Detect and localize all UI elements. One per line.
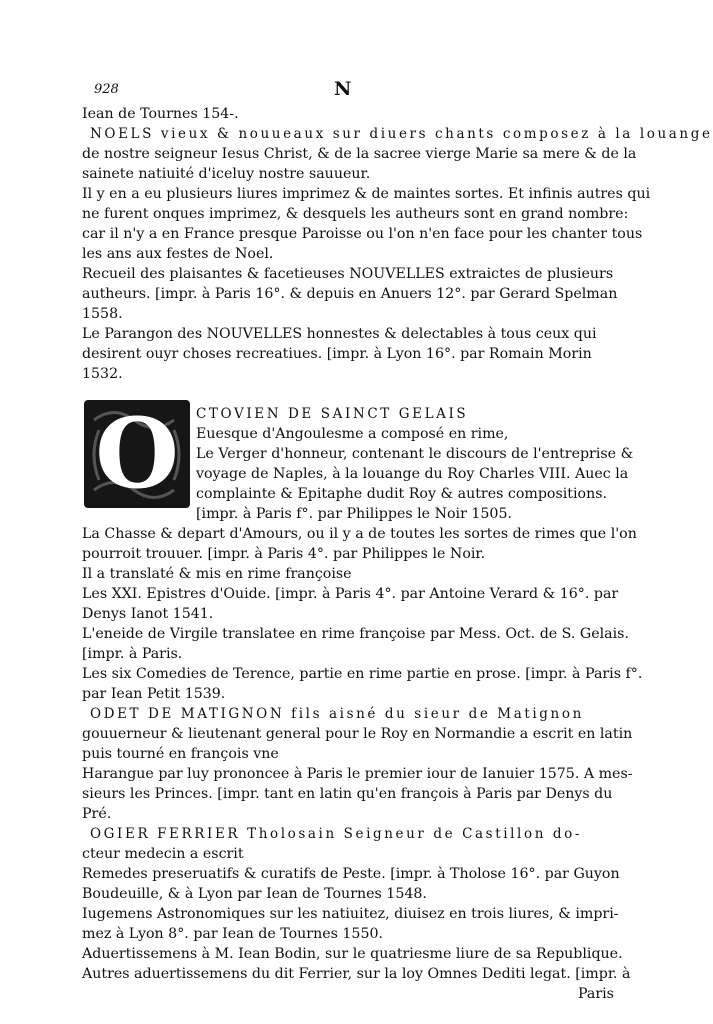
text-line: puis tourné en françois vne bbox=[82, 746, 279, 762]
text-line: 1558. bbox=[82, 306, 123, 322]
text-line: Denys Ianot 1541. bbox=[82, 606, 214, 622]
text-line: ne furent onques imprimez, & desquels les autheurs sont en grand nombre: bbox=[82, 206, 629, 222]
text-line: les ans aux festes de Noel. bbox=[82, 246, 274, 262]
text-line: cteur medecin a escrit bbox=[82, 846, 244, 862]
text-line: Le Verger d'honneur, contenant le discours de l'entreprise & bbox=[196, 446, 634, 462]
text-line: Les six Comedies de Terence, partie en rime partie en prose. [impr. à Paris f°. bbox=[82, 666, 643, 682]
page-header bbox=[86, 78, 626, 100]
text-line: complainte & Epitaphe dudit Roy & autres compositions. bbox=[196, 486, 607, 502]
text-line: 1532. bbox=[82, 366, 123, 382]
text-line: Iugemens Astronomiques sur les natiuitez, diuisez en trois liures, & impri- bbox=[82, 906, 619, 922]
author-heading: ODET DE MATIGNON fils aisné du sieur de Matignon bbox=[90, 706, 584, 722]
text-line: sieurs les Princes. [impr. tant en latin qu'en françois à Paris par Denys du bbox=[82, 786, 613, 802]
text-line: pourroit trouuer. [impr. à Paris 4°. par Philippes le Noir. bbox=[82, 546, 486, 562]
author-heading: OGIER FERRIER Tholosain Seigneur de Castillon do- bbox=[90, 826, 583, 842]
text-line: par Iean Petit 1539. bbox=[82, 686, 226, 702]
text-line: mez à Lyon 8°. par Iean de Tournes 1550. bbox=[82, 926, 384, 942]
text-line: autheurs. [impr. à Paris 16°. & depuis en Anuers 12°. par Gerard Spelman bbox=[82, 286, 618, 302]
text-line: [impr. à Paris. bbox=[82, 646, 183, 662]
text-line: [impr. à Paris f°. par Philippes le Noir 1505. bbox=[196, 506, 512, 522]
text-line: Recueil des plaisantes & facetieuses NOUVELLES extraictes de plusieurs bbox=[82, 266, 614, 282]
text-line: Boudeuille, & à Lyon par Iean de Tournes 1548. bbox=[82, 886, 427, 902]
text-line: Aduertissemens à M. Iean Bodin, sur le quatriesme liure de sa Republique. bbox=[82, 946, 623, 962]
text-line: L'eneide de Virgile translatee en rime françoise par Mess. Oct. de S. Gelais. bbox=[82, 626, 629, 642]
decorated-initial bbox=[84, 397, 190, 510]
text-line: Iean de Tournes 154-. bbox=[82, 106, 239, 122]
text-line: Il y en a eu plusieurs liures imprimez & de maintes sortes. Et infinis autres qui bbox=[82, 186, 651, 202]
text-line: Euesque d'Angoulesme a composé en rime, bbox=[196, 426, 509, 442]
entry-heading-line: NOELS vieux & nouueaux sur diuers chants composez à la louange bbox=[90, 126, 713, 142]
text-line: voyage de Naples, à la louange du Roy Charles VIII. Auec la bbox=[196, 466, 629, 482]
text-line: La Chasse & depart d'Amours, ou il y a de toutes les sortes de rimes que l'on bbox=[82, 526, 637, 542]
author-heading: CTOVIEN DE SAINCT GELAIS bbox=[196, 406, 469, 422]
page-number: 928 bbox=[94, 82, 119, 97]
text-line: Les XXI. Epistres d'Ouide. [impr. à Paris 4°. par Antoine Verard & 16°. par bbox=[82, 586, 619, 602]
initial-letter: O bbox=[95, 397, 179, 510]
text-line: Pré. bbox=[82, 806, 112, 822]
text-line: car il n'y a en France presque Paroisse ou l'on n'en face pour les chanter tous bbox=[82, 226, 643, 242]
text-line: Harangue par luy prononcee à Paris le premier iour de Ianuier 1575. A mes- bbox=[82, 766, 633, 782]
catchword: Paris bbox=[578, 986, 614, 1002]
text-line: Autres aduertissemens du dit Ferrier, sur la loy Omnes Dediti legat. [impr. à bbox=[82, 966, 631, 982]
text-line: sainete natiuité d'iceluy nostre sauueur. bbox=[82, 166, 371, 182]
section-letter: N bbox=[334, 78, 352, 100]
text-line: Remedes preseruatifs & curatifs de Peste. [impr. à Tholose 16°. par Guyon bbox=[82, 866, 620, 882]
text-line: desirent ouyr choses recreatiues. [impr. à Lyon 16°. par Romain Morin bbox=[82, 346, 592, 362]
text-line: de nostre seigneur Iesus Christ, & de la sacree vierge Marie sa mere & de la bbox=[82, 146, 637, 162]
text-line: Il a translaté & mis en rime françoise bbox=[82, 566, 352, 582]
text-line: gouuerneur & lieutenant general pour le Roy en Normandie a escrit en latin bbox=[82, 726, 633, 742]
text-line: Le Parangon des NOUVELLES honnestes & delectables à tous ceux qui bbox=[82, 326, 597, 342]
